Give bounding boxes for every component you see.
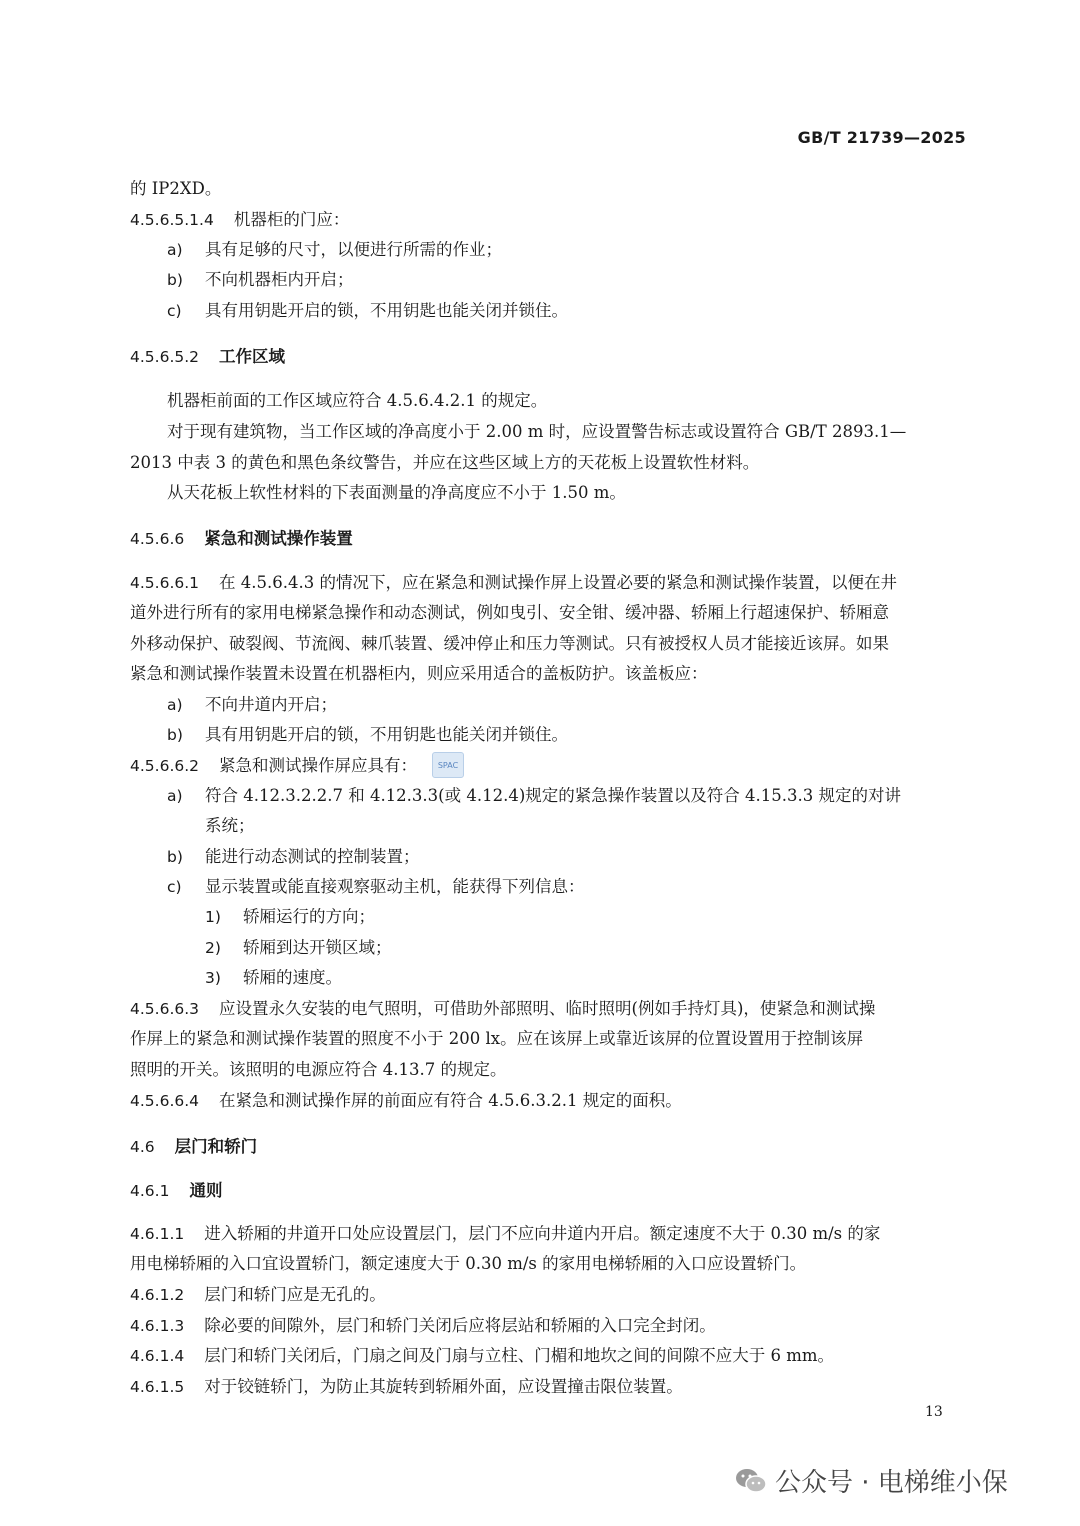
text-line (0, 209, 1080, 231)
clause-number: 4.5.6.5.1.4 (130, 211, 214, 229)
line-text: 机器柜的门应： (233, 210, 350, 229)
line-text: 从天花板上软性材料的下表面测量的净高度应不小于 1.50 m。 (167, 483, 626, 502)
heading-text: 通则 (189, 1181, 223, 1200)
clause-number: 4.5.6.6 (130, 530, 185, 548)
clause-number: 4.5.6.6.1 (130, 574, 200, 592)
clause-number: a) (167, 241, 183, 259)
clause-number: 4.6 (130, 1138, 155, 1156)
line-text: 2013 中表 3 的黄色和黑色条纹警告，并应在这些区域上方的天花板上设置软性材料。 (130, 453, 760, 472)
line-text: 照明的开关。该照明的电源应符合 4.13.7 的规定。 (130, 1060, 507, 1079)
text-line (0, 602, 1080, 624)
line-text: 系统； (205, 816, 255, 835)
line-text: 应设置永久安装的电气照明，可借助外部照明、临时照明(例如手持灯具)，使紧急和测试操 (219, 999, 876, 1018)
line-text: 道外进行所有的家用电梯紧急操作和动态测试，例如曳引、安全钳、缓冲器、轿厢上行超速保护、轿厢意 (130, 603, 889, 622)
clause-number: b) (167, 271, 183, 289)
line-text: 的 IP2XD。 (130, 179, 222, 198)
clause-number: 4.5.6.6.4 (130, 1092, 200, 1110)
line-text: 能进行动态测试的控制装置； (205, 847, 420, 866)
line-text: 不向机器柜内开启； (205, 270, 354, 289)
clause-number: 4.6.1.4 (130, 1347, 185, 1365)
line-text: 作屏上的紧急和测试操作装置的照度不小于 200 lx。应在该屏上或靠近该屏的位置设置用于控制该屏 (130, 1029, 864, 1048)
line-text: 轿厢到达开锁区域； (243, 938, 392, 957)
section-heading (0, 1136, 1080, 1158)
heading-text: 层门和轿门 (174, 1137, 258, 1156)
text-line (0, 239, 1080, 261)
clause-number: a) (167, 787, 183, 805)
line-text: 除必要的间隙外，层门和轿门关闭后应将层站和轿厢的入口完全封闭。 (204, 1316, 716, 1335)
line-text: 进入轿厢的井道开口处应设置层门，层门不应向井道内开启。额定速度不大于 0.30 m/s 的家 (204, 1224, 881, 1243)
line-text: 机器柜前面的工作区域应符合 4.5.6.4.2.1 的规定。 (167, 391, 548, 410)
line-text: 对于铰链轿门，为防止其旋转到轿厢外面，应设置撞击限位装置。 (204, 1377, 683, 1396)
line-text: 轿厢运行的方向； (243, 907, 375, 926)
line-text: 具有足够的尺寸，以便进行所需的作业； (205, 240, 502, 259)
text-line (0, 724, 1080, 746)
text-line (0, 998, 1080, 1020)
clause-number: c) (167, 878, 182, 896)
line-text: 紧急和测试操作屏应具有： (219, 756, 418, 775)
text-line (0, 633, 1080, 655)
text-line (0, 1223, 1080, 1245)
clause-number: 4.6.1.5 (130, 1378, 185, 1396)
text-line (0, 876, 1080, 898)
text-line (0, 269, 1080, 291)
clause-number: 4.6.1.2 (130, 1286, 185, 1304)
text-line (0, 1345, 1080, 1367)
text-line (0, 452, 1080, 474)
text-line (0, 482, 1080, 504)
watermark (735, 1462, 1008, 1499)
clause-number: b) (167, 726, 183, 744)
clause-number: 4.6.1 (130, 1182, 170, 1200)
clause-number: 2) (205, 939, 221, 957)
text-line (0, 815, 1080, 837)
line-text: 在紧急和测试操作屏的前面应有符合 4.5.6.3.2.1 规定的面积。 (219, 1091, 682, 1110)
clause-number: b) (167, 848, 183, 866)
line-text: 轿厢的速度。 (243, 968, 342, 987)
text-line (0, 421, 1080, 443)
line-text: 具有用钥匙开启的锁，不用钥匙也能关闭并锁住。 (205, 301, 568, 320)
clause-number: 1) (205, 908, 221, 926)
heading-text: 紧急和测试操作装置 (204, 529, 353, 548)
section-heading (0, 528, 1080, 550)
line-text: 不向井道内开启； (205, 695, 337, 714)
line-text: 层门和轿门应是无孔的。 (204, 1285, 386, 1304)
text-line (0, 572, 1080, 594)
text-line (0, 846, 1080, 868)
section-heading (0, 346, 1080, 368)
text-line (0, 1315, 1080, 1337)
clause-number: 3) (205, 969, 221, 987)
text-line (0, 663, 1080, 685)
text-line (0, 1059, 1080, 1081)
page-number: 13 (925, 1404, 943, 1420)
line-text: 显示装置或能直接观察驱动主机，能获得下列信息： (205, 877, 585, 896)
wechat-icon (735, 1467, 767, 1495)
heading-text: 工作区域 (219, 347, 286, 366)
stamp-mark: SPAC (432, 752, 464, 778)
text-line (0, 785, 1080, 807)
line-text: 紧急和测试操作装置未设置在机器柜内，则应采用适合的盖板防护。该盖板应： (130, 664, 708, 683)
text-line (0, 755, 1080, 777)
text-line (0, 300, 1080, 322)
section-heading (0, 1180, 1080, 1202)
line-text: 具有用钥匙开启的锁，不用钥匙也能关闭并锁住。 (205, 725, 568, 744)
line-text: 层门和轿门关闭后，门扇之间及门扇与立柱、门楣和地坎之间的间隙不应大于 6 mm。 (204, 1346, 835, 1365)
line-text: 对于现有建筑物，当工作区域的净高度小于 2.00 m 时，应设置警告标志或设置符合 GB/T 2893.1— (167, 422, 907, 441)
clause-number: 4.6.1.1 (130, 1225, 185, 1243)
clause-number: 4.5.6.5.2 (130, 348, 200, 366)
clause-number: a) (167, 696, 183, 714)
clause-number: 4.5.6.6.2 (130, 757, 200, 775)
line-text: 在 4.5.6.4.3 的情况下，应在紧急和测试操作屏上设置必要的紧急和测试操作装置，以便在井 (219, 573, 897, 592)
text-line (0, 178, 1080, 200)
clause-number: c) (167, 302, 182, 320)
text-line (0, 1090, 1080, 1112)
watermark-text: 公众号 · 电梯维小保 (775, 1468, 1008, 1498)
clause-number: 4.5.6.6.3 (130, 1000, 200, 1018)
line-text: 符合 4.12.3.2.2.7 和 4.12.3.3(或 4.12.4)规定的紧急操作装置以及符合 4.15.3.3 规定的对讲 (205, 786, 901, 805)
text-line (0, 1284, 1080, 1306)
text-line (0, 937, 1080, 959)
line-text: 外移动保护、破裂阀、节流阀、棘爪装置、缓冲停止和压力等测试。只有被授权人员才能接近该屏。如果 (130, 634, 889, 653)
text-line (0, 1376, 1080, 1398)
standard-number: GB/T 21739—2025 (797, 128, 966, 147)
text-line (0, 967, 1080, 989)
text-line (0, 1253, 1080, 1275)
text-line (0, 906, 1080, 928)
text-line (0, 390, 1080, 412)
line-text: 用电梯轿厢的入口宜设置轿门，额定速度大于 0.30 m/s 的家用电梯轿厢的入口应设置轿门。 (130, 1254, 807, 1273)
text-line (0, 694, 1080, 716)
text-line (0, 1028, 1080, 1050)
clause-number: 4.6.1.3 (130, 1317, 185, 1335)
